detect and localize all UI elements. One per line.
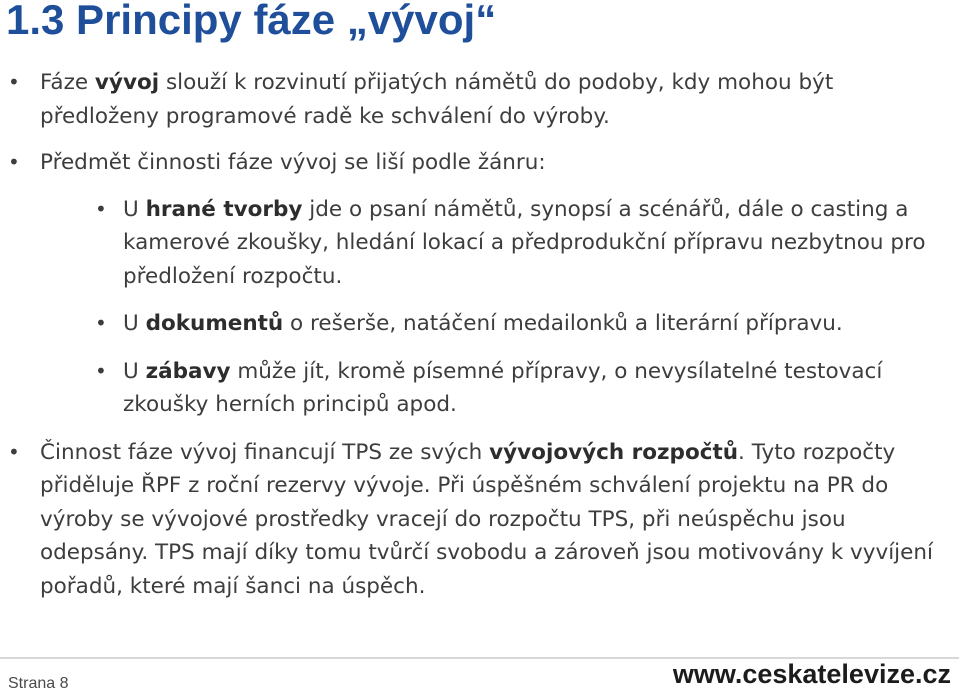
sub-bullet-item-drama <box>95 193 943 294</box>
bullet-text-pre: Fáze <box>40 70 95 95</box>
bullet-icon: • <box>95 311 107 335</box>
bullet-item-genre-subject <box>8 146 945 180</box>
bullet-text-bold: dokumentů <box>145 311 284 336</box>
bullet-text-bold: zábavy <box>145 358 231 384</box>
bullet-text-post: slouží k rozvinutí přijatých námětů do podoby, kdy mohou být předloženy programové radě ke schválení do výroby. <box>40 70 834 129</box>
page-number: Strana 8 <box>8 675 69 692</box>
bullet-text-bold: vývojových rozpočtů <box>489 439 739 465</box>
bullet-icon: • <box>8 150 20 174</box>
bullet-text-post: jde o psaní námětů, synopsí a scénářů, dále o casting a kamerové zkoušky, hledání lokací a předprodukční přípravu nezbytnou pro předložení rozpočtu. <box>123 196 926 289</box>
bullet-text-post: . Tyto rozpočty přiděluje ŘPF z roční rezervy vývoje. Při úspěšném schválení projektu na PR do výroby se vývojové prostředky vracejí do rozpočtu TPS, při neúspěchu jsou odepsány. TPS mají díky tomu tvůrčí svobodu a zároveň jsou motivovány k vyvíjení pořadů, které mají šanci na úspěch. <box>40 439 933 599</box>
bullet-text-pre: U <box>123 196 146 222</box>
slide-title: 1.3 Principy fáze „vývoj“ <box>6 0 497 43</box>
bullet-text-bold: hrané tvorby <box>145 196 303 222</box>
slide-body <box>0 66 959 603</box>
bullet-text-post: může jít, kromě písemné přípravy, o nevysílatelné testovací zkoušky herních principů apod. <box>123 358 883 417</box>
sub-bullet-item-documentary <box>95 307 943 341</box>
bullet-text-pre: Činnost fáze vývoj financují TPS ze svých <box>40 439 490 465</box>
bullet-text: Předmět činnosti fáze vývoj se liší podle žánru: <box>40 150 546 175</box>
sub-bullet-item-entertainment <box>95 355 943 422</box>
bullet-icon: • <box>95 358 107 383</box>
bullet-item-vyvoj-purpose <box>8 66 945 133</box>
bullet-text-pre: U <box>123 311 146 336</box>
bullet-text-pre: U <box>123 358 146 384</box>
bullet-icon: • <box>95 196 107 221</box>
bullet-text-bold: vývoj <box>94 70 160 95</box>
bullet-item-financing <box>8 436 945 604</box>
bullet-icon: • <box>8 439 20 464</box>
bullet-icon: • <box>8 70 20 94</box>
bullet-text-post: o rešerše, natáčení medailonků a literární přípravu. <box>283 311 843 336</box>
website-link[interactable]: www.ceskatelevize.cz <box>672 659 951 689</box>
